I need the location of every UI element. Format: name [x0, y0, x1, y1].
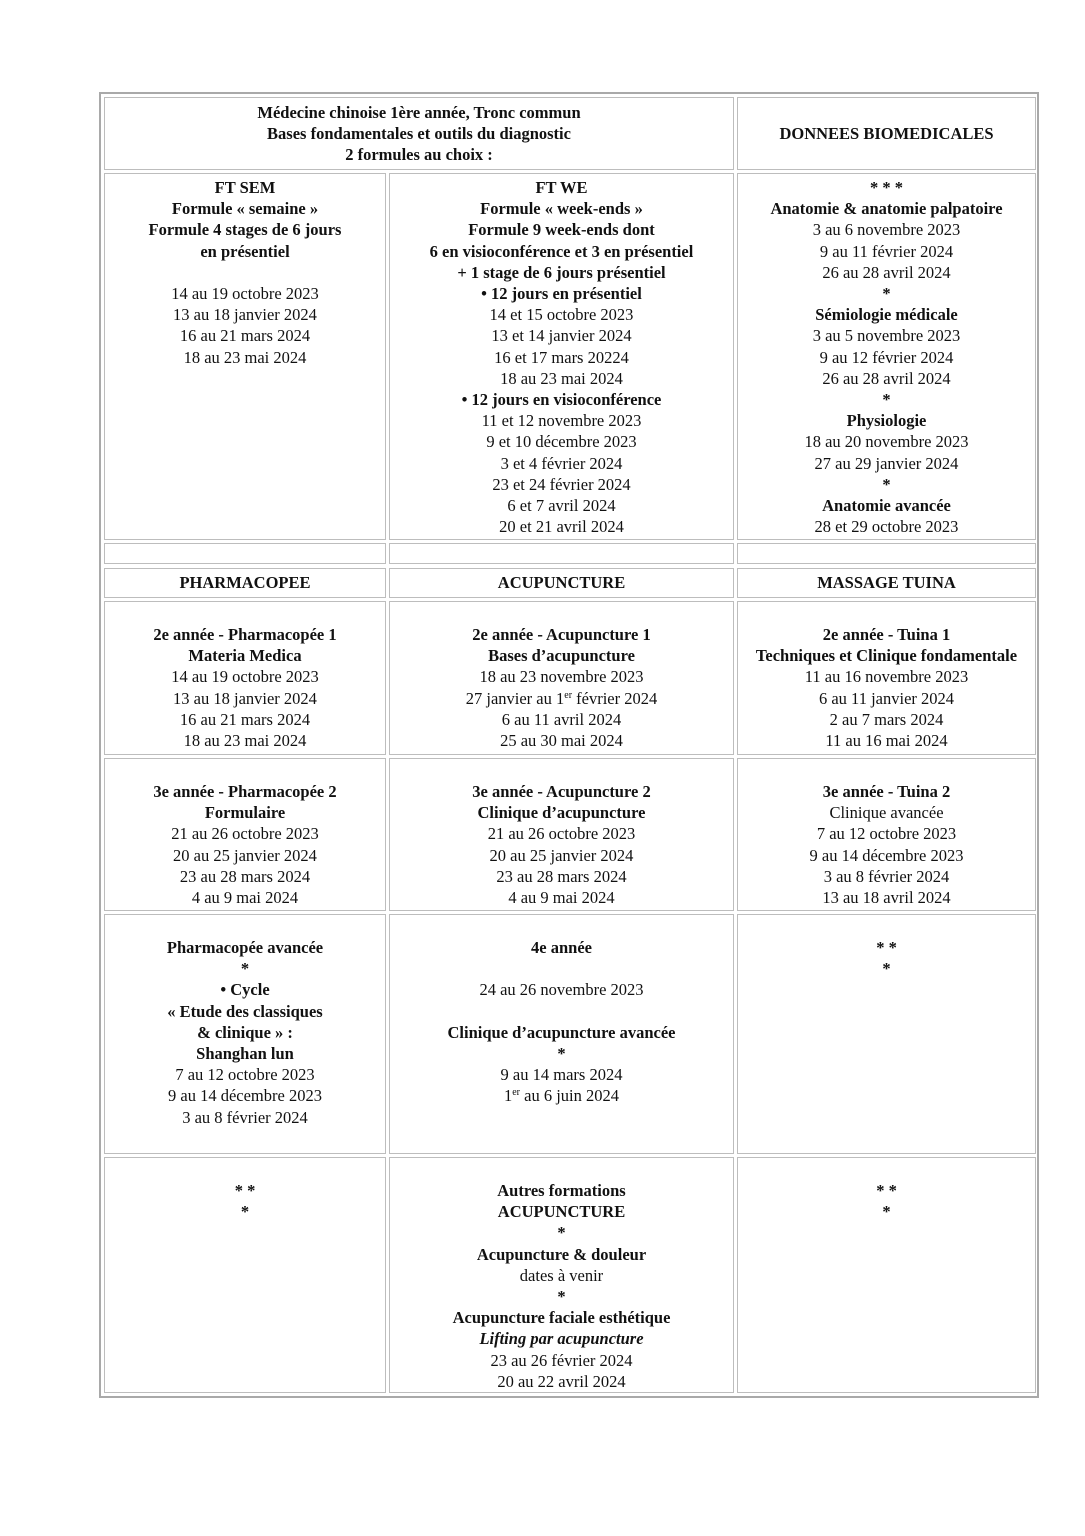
- autres-formations-cell: Autres formations ACUPUNCTURE * Acupuncture & douleur dates à venir * Acupuncture faciale esthétique Lifting par acupuncture 23 au 26 février 2024 20 au 22 avril 2024: [389, 1157, 734, 1393]
- ft-sem-cell: FT SEM Formule « semaine » Formule 4 stages de 6 jours en présentiel 14 au 19 octobre 2023 13 au 18 janvier 2024 16 au 21 mars 2024 18 au 23 mai 2024: [104, 173, 386, 540]
- date-line: 18 au 23 mai 2024: [500, 368, 623, 388]
- biomed-header: DONNEES BIOMEDICALES: [737, 97, 1036, 170]
- date-line: 16 au 21 mars 2024: [179, 326, 311, 346]
- date-line: 23 et 24 février 2024: [492, 474, 631, 494]
- spacer-cell: [389, 543, 734, 564]
- pharmacopee-header: PHARMACOPEE: [104, 568, 386, 598]
- tronc-title: Médecine chinoise 1ère année, Tronc commun: [257, 102, 581, 122]
- acu-2e-annee-cell: 2e année - Acupuncture 1 Bases d’acupuncture 18 au 23 novembre 2023 27 janvier au 1er février 2024 6 au 11 avril 2024 25 au 30 mai 2024: [389, 601, 734, 755]
- tronc-formules: 2 formules au choix :: [345, 145, 493, 165]
- tuina-3e-annee-cell: 3e année - Tuina 2 Clinique avancée 7 au 12 octobre 2023 9 au 14 décembre 2023 3 au 8 février 2024 13 au 18 avril 2024: [737, 758, 1036, 911]
- date-line: 16 et 17 mars 20224: [494, 347, 629, 367]
- date-line: 18 au 23 mai 2024: [183, 347, 307, 367]
- tuina-header: MASSAGE TUINA: [737, 568, 1036, 598]
- acupuncture-header: ACUPUNCTURE: [389, 568, 734, 598]
- tuina-avancee-cell: * * *: [737, 914, 1036, 1154]
- pharma-avancee-cell: Pharmacopée avancée * • Cycle « Etude des classiques & clinique » : Shanghan lun 7 au 12 octobre 2023 9 au 14 décembre 2023 3 au 8 février 2024: [104, 914, 386, 1154]
- pharma-3e-annee-cell: 3e année - Pharmacopée 2 Formulaire 21 au 26 octobre 2023 20 au 25 janvier 2024 23 au 28 mars 2024 4 au 9 mai 2024: [104, 758, 386, 911]
- date-line: 14 au 19 octobre 2023: [171, 284, 319, 303]
- tuina-2e-annee-cell: 2e année - Tuina 1 Techniques et Clinique fondamentale 11 au 16 novembre 2023 6 au 11 janvier 2024 2 au 7 mars 2024 11 au 16 mai 2024: [737, 601, 1036, 755]
- schedule-table: [99, 92, 1039, 1398]
- date-line: 13 au 18 janvier 2024: [173, 305, 317, 325]
- pharma-2e-annee-cell: 2e année - Pharmacopée 1 Materia Medica 14 au 19 octobre 2023 13 au 18 janvier 2024 16 au 21 mars 2024 18 au 23 mai 2024: [104, 601, 386, 755]
- date-line: 9 et 10 décembre 2023: [486, 432, 637, 452]
- date-line: 14 et 15 octobre 2023: [489, 305, 634, 325]
- date-line: 13 et 14 janvier 2024: [491, 326, 632, 346]
- acu-4e-annee-cell: 4e année 24 au 26 novembre 2023 Clinique d’acupuncture avancée * 9 au 14 mars 2024 1er au 6 juin 2024: [389, 914, 734, 1154]
- pharma-last-cell: * * *: [104, 1157, 386, 1393]
- date-line: 11 et 12 novembre 2023: [481, 411, 642, 431]
- ft-we-cell: FT WE Formule « week-ends » Formule 9 week-ends dont 6 en visioconférence et 3 en présentiel + 1 stage de 6 jours présentiel • 12 jours en présentiel 14 et 15 octobre 2023 13 et 14 janvier 2024 16 et 17 mars 20224 18 au 23 mai 2024 • 12 jours en visioconférence 11 et 12 novembre 2023 9 et 10 décembre 2023 3 et 4 février 2024 23 et 24 février 2024 6 et 7 avril 2024 20 et 21 avril 2024: [389, 173, 734, 540]
- spacer-cell: [737, 543, 1036, 564]
- tronc-subtitle: Bases fondamentales et outils du diagnostic: [267, 123, 571, 143]
- tronc-commun-header: [104, 97, 734, 170]
- date-line: 6 et 7 avril 2024: [507, 496, 616, 516]
- date-line: 3 et 4 février 2024: [500, 453, 623, 473]
- tuina-last-cell: * * *: [737, 1157, 1036, 1393]
- spacer-cell: [104, 543, 386, 564]
- biomed-cell: * * * Anatomie & anatomie palpatoire 3 au 6 novembre 2023 9 au 11 février 2024 26 au 28 avril 2024 * Sémiologie médicale 3 au 5 novembre 2023 9 au 12 février 2024 26 au 28 avril 2024 * Physiologie 18 au 20 novembre 2023 27 au 29 janvier 2024 * Anatomie avancée 28 et 29 octobre 2023: [737, 173, 1036, 540]
- date-line: 20 et 21 avril 2024: [499, 517, 624, 537]
- acu-3e-annee-cell: 3e année - Acupuncture 2 Clinique d’acupuncture 21 au 26 octobre 2023 20 au 25 janvier 2024 23 au 28 mars 2024 4 au 9 mai 2024: [389, 758, 734, 911]
